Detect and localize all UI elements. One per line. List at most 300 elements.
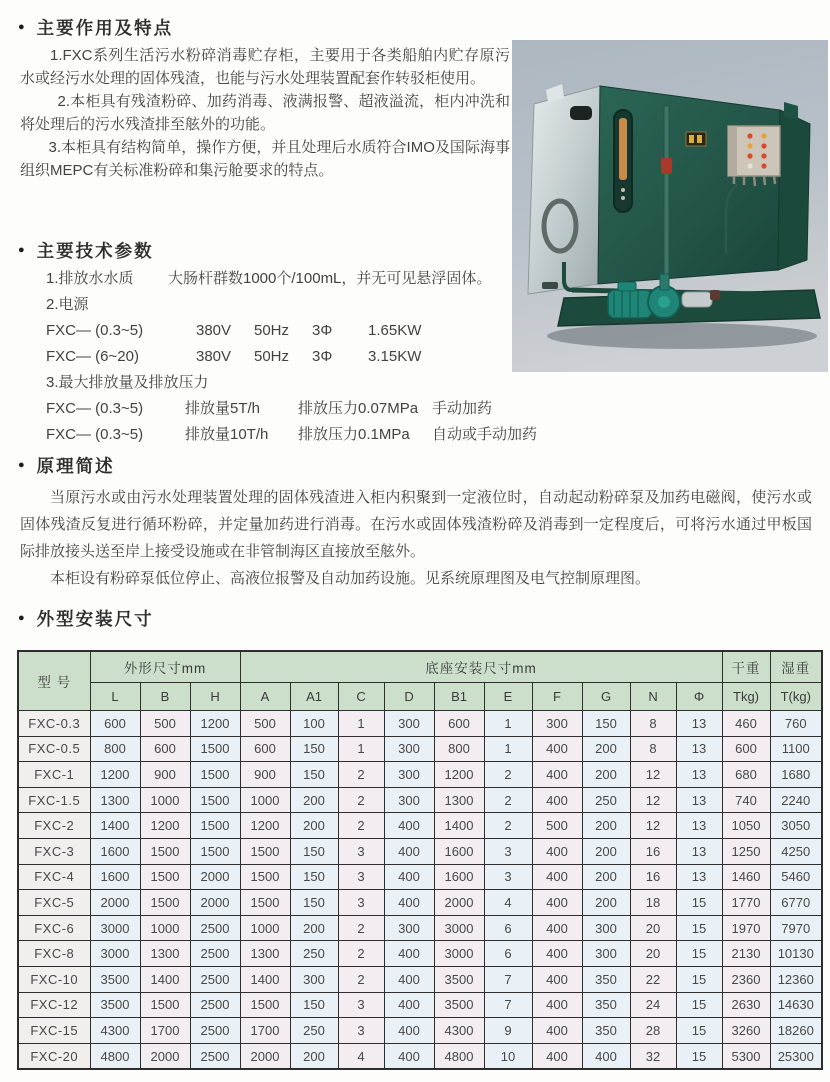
value-cell: 200 (290, 1043, 338, 1069)
value-cell: 5300 (722, 1043, 770, 1069)
value-cell: 13 (676, 838, 722, 864)
param-model: FXC— (6~20) (46, 348, 139, 365)
value-cell: 150 (290, 890, 338, 916)
model-cell: FXC-15 (18, 1018, 90, 1044)
value-cell: 1 (484, 736, 532, 762)
value-cell: 350 (582, 966, 630, 992)
value-cell: 600 (434, 711, 484, 737)
value-cell: 1200 (434, 762, 484, 788)
value-cell: 150 (290, 762, 338, 788)
sub-header-cell: N (630, 683, 676, 711)
sub-header-cell: L (90, 683, 140, 711)
value-cell: 3500 (434, 966, 484, 992)
value-cell: 400 (384, 941, 434, 967)
product-photo-illustration (512, 40, 828, 372)
value-cell: 3 (338, 992, 384, 1018)
table-row (18, 711, 822, 737)
principle-paragraphs (20, 484, 812, 592)
value-cell: 2000 (190, 864, 240, 890)
value-cell: 4300 (434, 1018, 484, 1044)
value-cell: 12 (630, 762, 676, 788)
value-cell: 600 (240, 736, 290, 762)
param-dosing-mode: 自动或手动加药 (432, 426, 538, 443)
value-cell: 20 (630, 915, 676, 941)
value-cell: 18260 (770, 1018, 822, 1044)
value-cell: 2 (484, 762, 532, 788)
value-cell: 400 (532, 890, 582, 916)
value-cell: 3000 (434, 941, 484, 967)
value-cell: 2500 (190, 941, 240, 967)
value-cell: 8 (630, 711, 676, 737)
value-cell: 400 (532, 966, 582, 992)
principle-paragraph: 本柜设有粉碎泵低位停止、高液位报警及自动加药设施。见系统原理图及电气控制原理图。 (50, 570, 651, 587)
riser-pipe (664, 106, 669, 298)
value-cell: 1400 (140, 966, 190, 992)
features-paragraphs (20, 44, 510, 182)
table-row (18, 1018, 822, 1044)
value-cell: 7 (484, 992, 532, 1018)
principle-paragraph: 当原污水或由污水处理装置处理的固体残渣进入柜内积聚到一定液位时，自动起动粉碎泵及加药电磁阀，使污水或固体残渣反复进行循环粉碎，并定量加药进行消毒。在污水或固体残渣粉碎及消毒到一定程度后，可将污水通过甲板国际排放接头送至岸上接受设施或在非管制海区直接放至舷外。 (20, 489, 812, 560)
table-row (18, 736, 822, 762)
sub-header-cell: Tkg) (722, 683, 770, 711)
value-cell: 13 (676, 813, 722, 839)
value-cell: 6 (484, 941, 532, 967)
table-row (18, 915, 822, 941)
value-cell: 1250 (722, 838, 770, 864)
value-cell: 500 (532, 813, 582, 839)
value-cell: 1000 (240, 787, 290, 813)
value-cell: 600 (90, 711, 140, 737)
param-power: 3.15KW (368, 348, 422, 365)
value-cell: 740 (722, 787, 770, 813)
value-cell: 400 (532, 787, 582, 813)
table-row (18, 890, 822, 916)
section-heading-features (18, 15, 173, 40)
table-row (18, 787, 822, 813)
value-cell: 1500 (140, 864, 190, 890)
param-discharge-rate: 排放量10T/h (185, 426, 269, 443)
value-cell: 200 (582, 736, 630, 762)
value-cell: 1770 (722, 890, 770, 916)
tech-params (46, 266, 546, 448)
value-cell: 250 (290, 941, 338, 967)
value-cell: 500 (140, 711, 190, 737)
value-cell: 4800 (90, 1043, 140, 1069)
sub-header-cell: A1 (290, 683, 338, 711)
section-title: 主要技术参数 (36, 241, 154, 261)
water-quality-line (46, 266, 546, 292)
value-cell: 400 (384, 1043, 434, 1069)
value-cell: 600 (140, 736, 190, 762)
feature-paragraph: 2.本柜具有残渣粉碎、加药消毒、液满报警、超液溢流，柜内冲洗和将处理后的污水残渣排至舷外的功能。 (20, 93, 510, 133)
value-cell: 2500 (190, 915, 240, 941)
value-cell: 2360 (722, 966, 770, 992)
value-cell: 2130 (722, 941, 770, 967)
discharge-rows (46, 396, 546, 448)
value-cell: 1400 (90, 813, 140, 839)
value-cell: 16 (630, 838, 676, 864)
value-cell: 7 (484, 966, 532, 992)
table-row (18, 1043, 822, 1069)
model-cell: FXC-8 (18, 941, 90, 967)
table-row (18, 838, 822, 864)
value-cell: 4800 (434, 1043, 484, 1069)
value-cell: 3500 (90, 966, 140, 992)
level-gauge-scale (619, 118, 627, 180)
param-voltage: 380V (196, 348, 232, 365)
filler-cap (570, 106, 592, 120)
value-cell: 4300 (90, 1018, 140, 1044)
value-cell: 1700 (240, 1018, 290, 1044)
model-cell: FXC-1 (18, 762, 90, 788)
value-cell: 22 (630, 966, 676, 992)
value-cell: 150 (290, 992, 338, 1018)
param-phase: 3Φ (312, 322, 333, 339)
value-cell: 300 (384, 787, 434, 813)
water-quality-value: 大肠杆群数1000个/100mL，并无可见悬浮固体。 (168, 270, 492, 287)
value-cell: 1000 (240, 915, 290, 941)
dry-weight-header: 干重 (722, 651, 770, 683)
bullet-icon: ● (18, 459, 25, 471)
value-cell: 6770 (770, 890, 822, 916)
value-cell: 900 (240, 762, 290, 788)
value-cell: 200 (582, 762, 630, 788)
value-cell: 3500 (90, 992, 140, 1018)
section-title: 外型安装尺寸 (36, 609, 154, 629)
value-cell: 400 (532, 762, 582, 788)
value-cell: 1200 (240, 813, 290, 839)
value-cell: 200 (582, 813, 630, 839)
model-cell: FXC-6 (18, 915, 90, 941)
value-cell: 2630 (722, 992, 770, 1018)
sub-header-cell: B (140, 683, 190, 711)
value-cell: 1400 (434, 813, 484, 839)
value-cell: 2 (484, 813, 532, 839)
value-cell: 1200 (190, 711, 240, 737)
value-cell: 3 (338, 864, 384, 890)
dimensions-table-body (18, 711, 822, 1070)
value-cell: 200 (582, 864, 630, 890)
value-cell: 100 (290, 711, 338, 737)
value-cell: 13 (676, 711, 722, 737)
model-cell: FXC-4 (18, 864, 90, 890)
value-cell: 3 (338, 1018, 384, 1044)
value-cell: 1600 (434, 838, 484, 864)
value-cell: 14630 (770, 992, 822, 1018)
discharge-row (46, 396, 546, 422)
value-cell: 300 (384, 736, 434, 762)
value-cell: 1300 (140, 941, 190, 967)
value-cell: 12 (630, 813, 676, 839)
value-cell: 1500 (140, 992, 190, 1018)
value-cell: 300 (582, 941, 630, 967)
value-cell: 1200 (140, 813, 190, 839)
value-cell: 400 (384, 838, 434, 864)
value-cell: 28 (630, 1018, 676, 1044)
value-cell: 13 (676, 864, 722, 890)
power-row (46, 344, 546, 370)
param-power: 1.65KW (368, 322, 422, 339)
sub-header-cell: Φ (676, 683, 722, 711)
value-cell: 1500 (190, 762, 240, 788)
value-cell: 1600 (90, 864, 140, 890)
table-row (18, 762, 822, 788)
value-cell: 10130 (770, 941, 822, 967)
value-cell: 3000 (90, 941, 140, 967)
param-voltage: 380V (196, 322, 232, 339)
table-row (18, 941, 822, 967)
sub-header-cell: F (532, 683, 582, 711)
value-cell: 2 (484, 787, 532, 813)
model-cell: FXC-0.5 (18, 736, 90, 762)
value-cell: 800 (434, 736, 484, 762)
sub-header-cell: D (384, 683, 434, 711)
sub-header-cell: E (484, 683, 532, 711)
value-cell: 1600 (90, 838, 140, 864)
value-cell: 25300 (770, 1043, 822, 1069)
sub-header-row (18, 683, 822, 711)
value-cell: 1500 (240, 864, 290, 890)
model-cell: FXC-5 (18, 890, 90, 916)
value-cell: 32 (630, 1043, 676, 1069)
water-quality-label: 1.排放水水质 (46, 270, 134, 287)
value-cell: 400 (532, 736, 582, 762)
value-cell: 400 (532, 838, 582, 864)
discharge-label: 3.最大排放量及排放压力 (46, 374, 209, 391)
model-cell: FXC-1.5 (18, 787, 90, 813)
value-cell: 15 (676, 1043, 722, 1069)
section-heading-dimensions (18, 606, 154, 631)
value-cell: 3 (484, 864, 532, 890)
value-cell: 7970 (770, 915, 822, 941)
value-cell: 12 (630, 787, 676, 813)
value-cell: 1500 (190, 838, 240, 864)
value-cell: 150 (290, 864, 338, 890)
discharge-row (46, 422, 546, 448)
value-cell: 1300 (90, 787, 140, 813)
value-cell: 200 (290, 787, 338, 813)
model-cell: FXC-10 (18, 966, 90, 992)
param-model: FXC— (0.3~5) (46, 426, 144, 443)
value-cell: 400 (532, 1018, 582, 1044)
value-cell: 10 (484, 1043, 532, 1069)
table-row (18, 813, 822, 839)
value-cell: 1100 (770, 736, 822, 762)
value-cell: 200 (582, 838, 630, 864)
model-cell: FXC-20 (18, 1043, 90, 1069)
model-cell: FXC-2 (18, 813, 90, 839)
feature-paragraph: 1.FXC系列生活污水粉碎消毒贮存柜，主要用于各类船舶内贮存原污水或经污水处理的固体残渣，也能与污水处理装置配套作转驳柜使用。 (20, 47, 510, 87)
base-group-header: 底座安装尺寸mm (240, 651, 722, 683)
param-model: FXC— (0.3~5) (46, 400, 144, 417)
value-cell: 1500 (240, 890, 290, 916)
value-cell: 400 (532, 992, 582, 1018)
value-cell: 200 (290, 813, 338, 839)
sub-header-cell: G (582, 683, 630, 711)
value-cell: 15 (676, 915, 722, 941)
value-cell: 3050 (770, 813, 822, 839)
value-cell: 4 (484, 890, 532, 916)
floor-shadow (547, 323, 817, 349)
value-cell: 1300 (240, 941, 290, 967)
value-cell: 1500 (140, 890, 190, 916)
value-cell: 1500 (240, 838, 290, 864)
value-cell: 300 (532, 711, 582, 737)
value-cell: 1460 (722, 864, 770, 890)
product-photo (512, 40, 828, 372)
value-cell: 400 (384, 992, 434, 1018)
value-cell: 2 (338, 966, 384, 992)
group-header-row (18, 651, 822, 683)
value-cell: 2 (338, 787, 384, 813)
value-cell: 15 (676, 992, 722, 1018)
value-cell: 1970 (722, 915, 770, 941)
value-cell: 250 (582, 787, 630, 813)
value-cell: 400 (384, 966, 434, 992)
wet-weight-header: 湿重 (770, 651, 822, 683)
value-cell: 12360 (770, 966, 822, 992)
value-cell: 2 (338, 813, 384, 839)
value-cell: 1 (338, 711, 384, 737)
value-cell: 200 (582, 890, 630, 916)
value-cell: 200 (290, 915, 338, 941)
value-cell: 2500 (190, 1018, 240, 1044)
value-cell: 150 (290, 736, 338, 762)
value-cell: 8 (630, 736, 676, 762)
value-cell: 15 (676, 890, 722, 916)
value-cell: 1500 (240, 992, 290, 1018)
param-model: FXC— (0.3~5) (46, 322, 144, 339)
dimensions-table (17, 650, 823, 1070)
value-cell: 4250 (770, 838, 822, 864)
value-cell: 400 (532, 941, 582, 967)
value-cell: 2500 (190, 1043, 240, 1069)
value-cell: 16 (630, 864, 676, 890)
power-label: 2.电源 (46, 296, 89, 313)
value-cell: 680 (722, 762, 770, 788)
value-cell: 2 (338, 941, 384, 967)
value-cell: 1500 (140, 838, 190, 864)
value-cell: 1050 (722, 813, 770, 839)
tank-right-facet (778, 110, 810, 270)
value-cell: 3 (338, 838, 384, 864)
value-cell: 1680 (770, 762, 822, 788)
value-cell: 2000 (434, 890, 484, 916)
value-cell: 3000 (90, 915, 140, 941)
value-cell: 1500 (190, 813, 240, 839)
value-cell: 1000 (140, 787, 190, 813)
value-cell: 1300 (434, 787, 484, 813)
value-cell: 1500 (190, 787, 240, 813)
value-cell: 3000 (434, 915, 484, 941)
value-cell: 400 (532, 864, 582, 890)
value-cell: 18 (630, 890, 676, 916)
value-cell: 2000 (140, 1043, 190, 1069)
value-cell: 150 (582, 711, 630, 737)
value-cell: 1600 (434, 864, 484, 890)
value-cell: 2 (338, 762, 384, 788)
value-cell: 2500 (190, 992, 240, 1018)
section-heading-principle (18, 453, 115, 478)
sub-header-cell: C (338, 683, 384, 711)
model-column-header: 型 号 (18, 651, 90, 711)
pipe-valve (661, 158, 672, 174)
value-cell: 13 (676, 762, 722, 788)
param-discharge-rate: 排放量5T/h (185, 400, 261, 417)
value-cell: 6 (484, 915, 532, 941)
model-cell: FXC-3 (18, 838, 90, 864)
section-heading-tech (18, 238, 154, 263)
value-cell: 760 (770, 711, 822, 737)
value-cell: 1 (484, 711, 532, 737)
power-row (46, 318, 546, 344)
bullet-icon: ● (18, 244, 25, 256)
param-dosing-mode: 手动加药 (432, 400, 493, 417)
section-title: 原理简述 (36, 456, 115, 476)
value-cell: 5460 (770, 864, 822, 890)
value-cell: 20 (630, 941, 676, 967)
value-cell: 2000 (240, 1043, 290, 1069)
value-cell: 300 (384, 762, 434, 788)
param-frequency: 50Hz (254, 348, 290, 365)
value-cell: 150 (290, 838, 338, 864)
value-cell: 2 (338, 915, 384, 941)
param-phase: 3Φ (312, 348, 333, 365)
value-cell: 15 (676, 966, 722, 992)
value-cell: 1700 (140, 1018, 190, 1044)
feature-paragraph: 3.本柜具有结构简单，操作方便，并且处理后水质符合IMO及国际海事组织MEPC有关标准粉碎和集污舱要求的特点。 (20, 139, 510, 179)
outline-group-header: 外形尺寸mm (90, 651, 240, 683)
value-cell: 15 (676, 941, 722, 967)
section-title: 主要作用及特点 (36, 18, 174, 38)
sub-header-cell: T(kg) (770, 683, 822, 711)
value-cell: 460 (722, 711, 770, 737)
value-cell: 400 (532, 1043, 582, 1069)
table-row (18, 966, 822, 992)
sub-header-cell: A (240, 683, 290, 711)
sub-header-cell: B1 (434, 683, 484, 711)
value-cell: 400 (384, 813, 434, 839)
value-cell: 1500 (190, 736, 240, 762)
value-cell: 400 (384, 890, 434, 916)
value-cell: 2000 (90, 890, 140, 916)
bullet-icon: ● (18, 21, 25, 33)
value-cell: 400 (532, 915, 582, 941)
model-cell: FXC-12 (18, 992, 90, 1018)
value-cell: 9 (484, 1018, 532, 1044)
bullet-icon: ● (18, 612, 25, 624)
value-cell: 400 (582, 1043, 630, 1069)
param-discharge-pressure: 排放压力0.1MPa (298, 426, 410, 443)
value-cell: 15 (676, 1018, 722, 1044)
power-rows (46, 318, 546, 370)
value-cell: 900 (140, 762, 190, 788)
value-cell: 1400 (240, 966, 290, 992)
value-cell: 250 (290, 1018, 338, 1044)
value-cell: 3500 (434, 992, 484, 1018)
value-cell: 24 (630, 992, 676, 1018)
value-cell: 1000 (140, 915, 190, 941)
table-row (18, 864, 822, 890)
value-cell: 13 (676, 787, 722, 813)
param-frequency: 50Hz (254, 322, 290, 339)
value-cell: 1 (338, 736, 384, 762)
value-cell: 300 (582, 915, 630, 941)
value-cell: 4 (338, 1043, 384, 1069)
value-cell: 2500 (190, 966, 240, 992)
value-cell: 350 (582, 1018, 630, 1044)
table-row (18, 992, 822, 1018)
